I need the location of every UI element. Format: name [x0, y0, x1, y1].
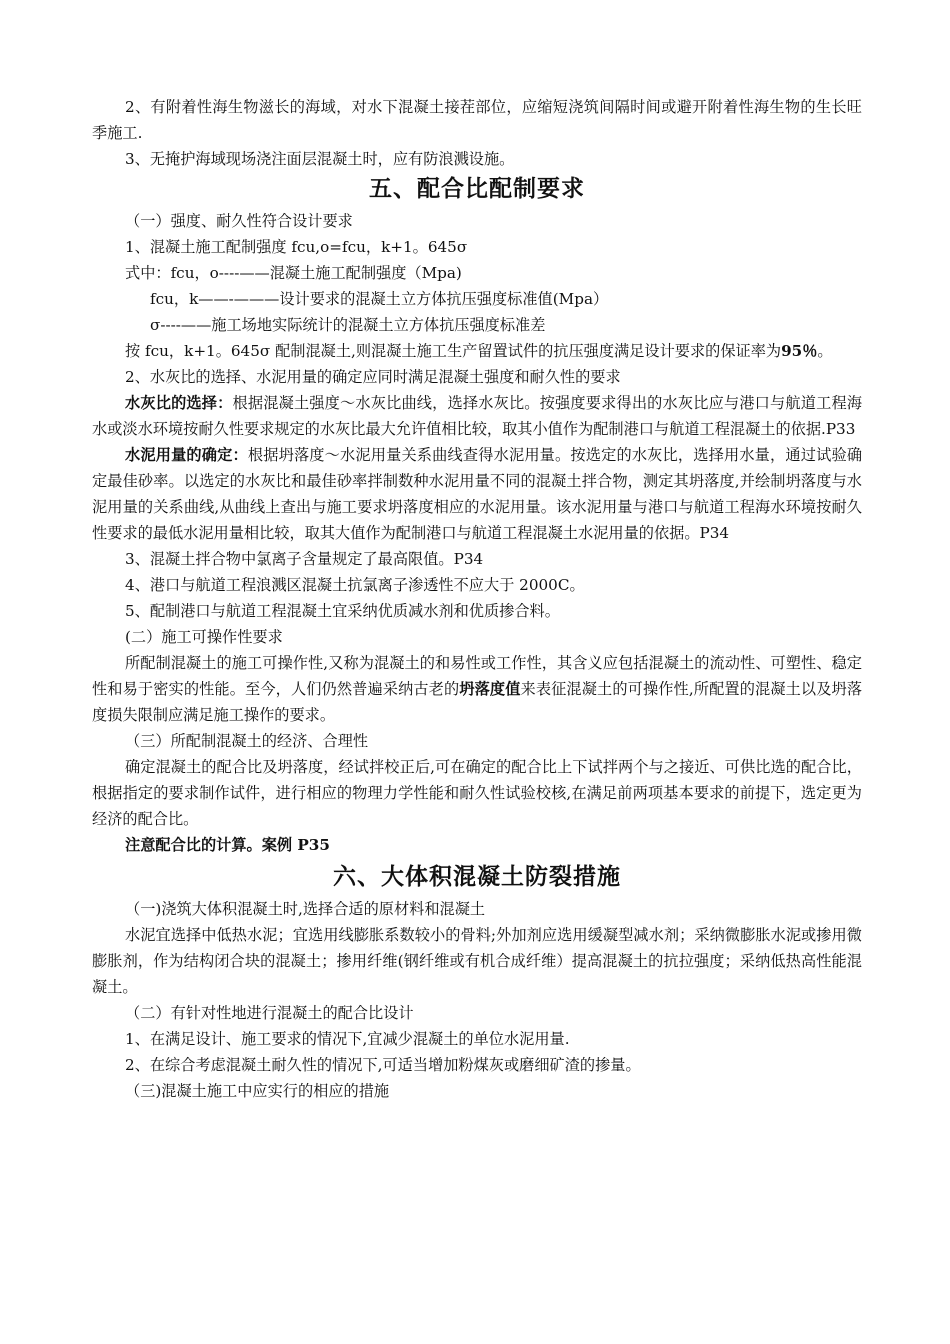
subsection-heading: （三)混凝土施工中应实行的相应的措施 [125, 1082, 390, 1100]
paragraph: 3、混凝土拌合物中氯离子含量规定了最高限值。P34 [125, 550, 484, 568]
text-run: 根据混凝土强度～水灰比曲线，选择水灰比。按强度要求得出的水灰比应与港口与航道工程海水或淡水环境按耐久性要求规定的水灰比最大允许值相比较，取其小值作为配制港口与航道工程混凝土的依据.P33 [92, 394, 863, 438]
paragraph: σ----——施工场地实际统计的混凝土立方体抗压强度标准差 [150, 316, 546, 334]
paragraph: 5、配制港口与航道工程混凝土宜采纳优质减水剂和优质掺合料。 [125, 602, 560, 620]
paragraph: 1、在满足设计、施工要求的情况下,宜减少混凝土的单位水泥用量. [125, 1030, 570, 1048]
paragraph: 2、在综合考虑混凝土耐久性的情况下,可适当增加粉煤灰或磨细矿渣的掺量。 [125, 1056, 641, 1074]
paragraph [92, 338, 862, 364]
paragraph: 水泥宜选择中低热水泥；宜选用线膨胀系数较小的骨料;外加剂应选用缓凝型减水剂；采纳微膨胀水泥或掺用微膨胀剂，作为结构闭合块的混凝土；掺用纤维(钢纤维或有机合成纤维）提高混凝土的抗拉强度；采纳低热高性能混凝土。 [92, 926, 862, 996]
bold-label: 水泥用量的确定： [125, 446, 248, 464]
paragraph: 1、混凝土施工配制强度 fcu,o=fcu，k+1。645σ [125, 238, 468, 256]
text-run: 。 [817, 342, 833, 360]
document-body [92, 94, 862, 1104]
text-run: 按 fcu，k+1。645σ 配制混凝土,则混凝土施工生产留置试件的抗压强度满足设计要求的保证率为 [125, 342, 782, 360]
paragraph: 2、水灰比的选择、水泥用量的确定应同时满足混凝土强度和耐久性的要求 [125, 368, 621, 386]
bold-text: 95％ [781, 342, 818, 360]
paragraph: 4、港口与航道工程浪溅区混凝土抗氯离子渗透性不应大于 2000C。 [125, 576, 585, 594]
section-heading-6: 六、大体积混凝土防裂措施 [333, 863, 621, 890]
subsection-heading: （一)浇筑大体积混凝土时,选择合适的原材料和混凝土 [125, 900, 486, 918]
subsection-heading: （一）强度、耐久性符合设计要求 [125, 212, 353, 230]
text-run: 来表征混凝土的可操作性,所配置的混凝土以及坍落度损失限制应满足施工操作的要求。 [92, 680, 863, 724]
bold-text: 注意配合比的计算。案例 P35 [125, 836, 330, 854]
text-run: 所配制混凝土的施工可操作性,又称为混凝土的和易性或工作性，其含义应包括混凝土的流动性、可塑性、稳定性和易于密实的性能。至今，人们仍然普遍采纳古老的 [92, 654, 862, 698]
paragraph: 2、有附着性海生物滋长的海域，对水下混凝土接茬部位，应缩短浇筑间隔时间或避开附着性海生物的生长旺季施工. [92, 98, 862, 142]
paragraph: fcu，k——-———设计要求的混凝土立方体抗压强度标准值(Mpa） [150, 290, 609, 308]
text-run: 根据坍落度～水泥用量关系曲线查得水泥用量。按选定的水灰比，选择用水量，通过试验确定最佳砂率。以选定的水灰比和最佳砂率拌制数种水泥用量不同的混凝土拌合物，测定其坍落度,并绘制坍落度与水泥用量的关系曲线,从曲线上查出与施工要求坍落度相应的水泥用量。该水泥用量与港口与航道工程海水环境按耐久性要求的最低水泥用量相比较，取其大值作为配制港口与航道工程混凝土水泥用量的依据。P34 [92, 446, 863, 542]
subsection-heading: （三）所配制混凝土的经济、合理性 [125, 732, 368, 750]
paragraph [92, 650, 862, 728]
note [92, 832, 862, 858]
paragraph: 3、无掩护海域现场浇注面层混凝土时，应有防浪溅设施。 [125, 150, 515, 168]
paragraph: 确定混凝土的配合比及坍落度，经试拌校正后,可在确定的配合比上下试拌两个与之接近、可供比选的配合比，根据指定的要求制作试件，进行相应的物理力学性能和耐久性试验校核,在满足前两项基本要求的前提下，选定更为经济的配合比。 [92, 758, 862, 828]
bold-label: 水灰比的选择： [125, 394, 233, 412]
paragraph: 式中：fcu，o----——混凝土施工配制强度（Mpa) [125, 264, 462, 282]
bold-text: 坍落度值 [459, 680, 521, 698]
section-heading-5: 五、配合比配制要求 [369, 175, 585, 202]
paragraph [92, 442, 862, 546]
subsection-heading: （二）有针对性地进行混凝土的配合比设计 [125, 1004, 414, 1022]
paragraph [92, 390, 862, 442]
subsection-heading: (二）施工可操作性要求 [125, 628, 283, 646]
